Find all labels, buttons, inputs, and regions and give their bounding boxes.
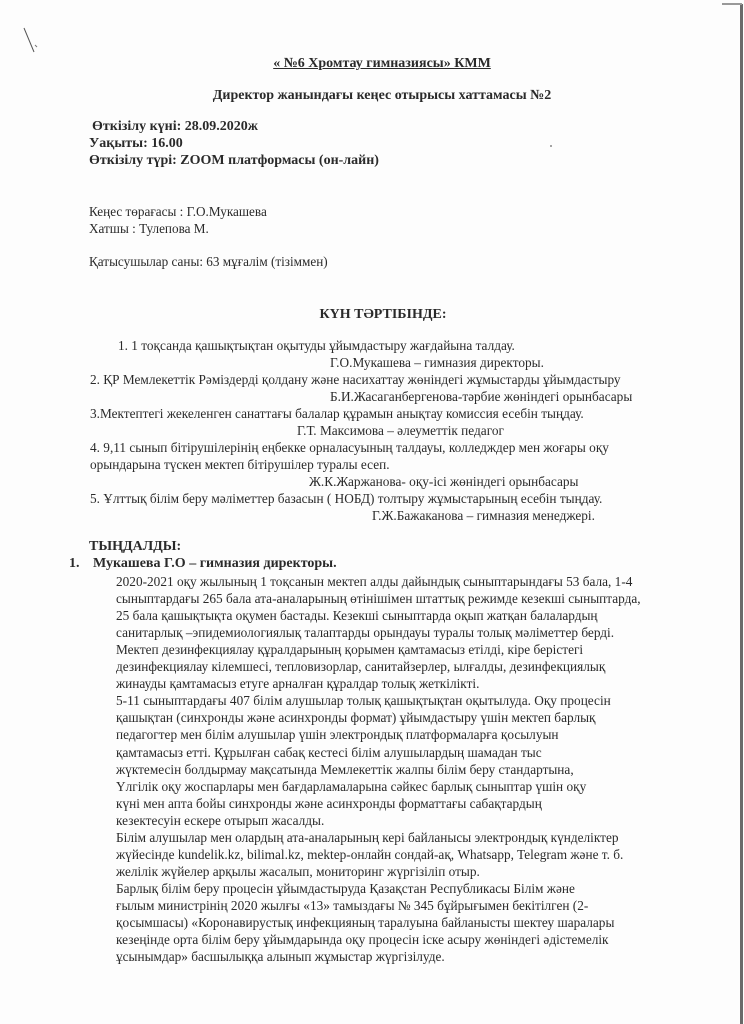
scan-speck: [550, 145, 552, 147]
body-line: 25 бала қашықтықта оқумен бастады. Кезекші сыныптарда оқып жатқан балалардың: [116, 608, 598, 624]
agenda-item-cont: орындарына түскен мектеп бітірушілер туралы есеп.: [90, 457, 390, 472]
agenda-item: 5. Ұлттық білім беру мәліметтер базасын ( НОБД) толтыру жұмыстарының есебін тыңдау.: [90, 491, 603, 506]
body-line: 5-11 сыныптардағы 407 білім алушылар толық қашықтықтан оқытылуда. Оқу процесін: [116, 693, 611, 709]
secretary: Хатшы : Тулепова М.: [89, 221, 209, 236]
chair: Кеңес төрағасы : Г.О.Мукашева: [89, 204, 267, 219]
agenda-heading: КҮН ТӘРТІБІНДЕ:: [319, 307, 447, 322]
body-line: педагогтер мен білім алушылар үшін электрондық платформаларға қосылуын: [116, 727, 559, 743]
body-line: Барлық білім беру процесін ұйымдастыруда Қазақстан Республикасы Білім және: [116, 880, 575, 896]
heard-heading: ТЫҢДАЛДЫ:: [89, 539, 182, 554]
participants: Қатысушылар саны: 63 мұғалім (тізіммен): [89, 254, 328, 269]
body-line: кезеңінде орта білім беру ұйымдарында оқу процесін іске асыру жөніндегі әдістемелік: [116, 932, 609, 948]
body-line: дезинфекциялау кілемшесі, тепловизорлар, санитайзерлер, ылғалды, дезинфекциялық: [116, 659, 606, 675]
body-line: кезектесуін ескере отырып жасалды.: [116, 812, 325, 828]
body-line: ұсынымдар» басшылыққа алынып жұмыстар жүргізілуде.: [116, 949, 445, 965]
body-line: қамтамасыз етті. Құрылған сабақ кестесі білім алушылардың шамадан тыс: [116, 744, 542, 760]
body-line: қосымшасы) «Коронавирустық инфекцияның таралуына байланысты шектеу шаралары: [116, 915, 615, 930]
agenda-speaker: Г.О.Мукашева – гимназия директоры.: [330, 355, 544, 370]
body-line: Мектеп дезинфекциялау құралдарының қорымен қамтамасыз етілді, кіре берістегі: [116, 642, 584, 658]
agenda-speaker: Б.И.Жасаганбергенова-тәрбие жөніндегі орынбасары: [330, 389, 633, 404]
body-line: жүктемесін болдырмау мақсатында Мемлекеттік жалпы білім беру стандартына,: [116, 761, 574, 777]
body-line: қашықтан (синхронды және асинхронды формат) ұйымдастыру үшін мектеп барлық: [116, 710, 596, 726]
agenda-item: 1. 1 тоқсанда қашықтықтан оқытуды ұйымдастыру жағдайына талдау.: [118, 338, 515, 353]
agenda-speaker: Г.Ж.Бажаканова – гимназия менеджері.: [372, 508, 595, 523]
meeting-time: Уақыты: 16.00: [89, 136, 183, 151]
heard-item-number: 1.: [69, 556, 80, 571]
body-line: санитарлық –эпидемиологиялық талаптарды орындауы туралы толық мәліметтер берді.: [116, 625, 615, 641]
body-line: жинауды қамтамасыз етуге арналған құралдар толық жеткілікті.: [116, 676, 480, 692]
body-line: сыныптардағы 265 бала ата-аналарының өтінішімен штаттық режимде кезекші сыныптарда,: [116, 591, 641, 607]
doc-title: Директор жанындағы кеңес отырысы хаттамасы №2: [212, 88, 552, 103]
agenda-speaker: Г.Т. Максимова – әлеуметтік педагог: [297, 423, 504, 438]
body-line: желілік жүйелер арқылы жасалып, мониторинг жүргізіліп отыр.: [116, 863, 480, 879]
meeting-type: Өткізілу түрі: ZOOM платформасы (он-лайн): [89, 153, 379, 168]
pen-mark-icon: [22, 26, 38, 56]
body-line: ғылым министрінің 2020 жылғы «13» тамыздағы № 345 бұйрығымен бекітілген (2-: [116, 897, 589, 913]
body-line: Үлгілік оқу жоспарлары мен бағдарламаларына сәйкес барлық сыныптар үшін оқу: [116, 778, 587, 794]
agenda-item: 3.Мектептегі жекеленген санаттағы балалар құрамын анықтау комиссия есебін тыңдау.: [90, 406, 584, 421]
body-line: күні мен апта бойы синхронды және асинхронды форматтағы сабақтардың: [116, 795, 542, 811]
org-title: « №6 Хромтау гимназиясы» КММ: [273, 56, 491, 71]
scan-edge-top: [722, 3, 742, 5]
agenda-speaker: Ж.К.Жаржанова- оқу-ісі жөніндегі орынбасары: [309, 474, 579, 489]
body-line: Білім алушылар мен олардың ата-аналарының кері байланысы электрондық күнделіктер: [116, 829, 619, 845]
body-line: 2020-2021 оқу жылының 1 тоқсанын мектеп алды дайындық сыныптарындағы 53 бала, 1-4: [116, 574, 633, 589]
heard-item-title: Мукашева Г.О – гимназия директоры.: [93, 556, 337, 571]
agenda-item: 4. 9,11 сынып бітірушілерінің еңбекке орналасуының талдауы, колледждер мен жоғары оқу: [90, 440, 609, 455]
scan-edge: [740, 4, 743, 1024]
agenda-item: 2. ҚР Мемлекеттік Рәміздерді қолдану және насихаттау жөніндегі жұмыстарды ұйымдастыру: [90, 372, 621, 387]
body-line: жүйесінде kundelik.kz, bilimal.kz, mektep-онлайн сондай-ақ, Whatsapp, Telegram және т. б.: [116, 846, 624, 862]
meeting-date: Өткізілу күні: 28.09.2020ж: [92, 119, 258, 134]
